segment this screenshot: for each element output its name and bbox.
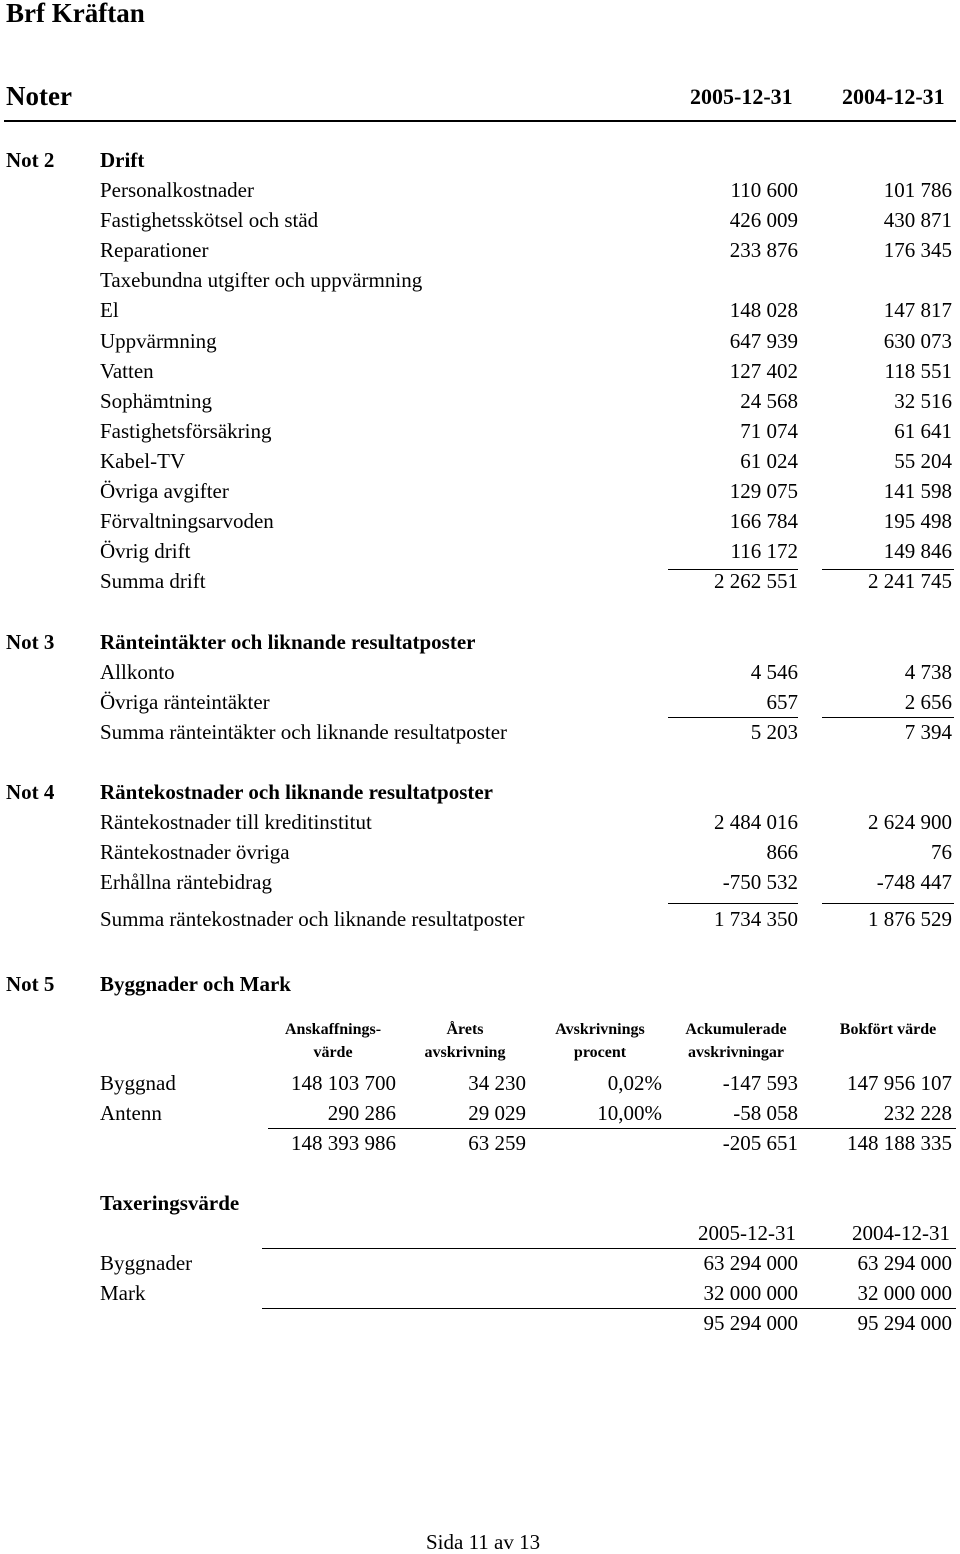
not2-row-value-2004: 32 516 bbox=[894, 388, 952, 413]
not4-row-value-2005: 866 bbox=[766, 840, 798, 864]
not2-row-value-2005: 71 074 bbox=[740, 418, 798, 443]
not2-row-value-2005: 166 784 bbox=[729, 509, 798, 534]
not4-row-value-2005: 1 734 350 bbox=[714, 907, 798, 931]
not2-sum-rule-1 bbox=[668, 569, 798, 570]
not5-row-ackumulerade: -147 593 bbox=[722, 1071, 798, 1095]
not5-col-bokfort-varde: Bokfört värde bbox=[839, 1021, 937, 1038]
not3-row-value-2004: 4 738 bbox=[904, 660, 952, 684]
not3-row-value-2004: 2 656 bbox=[904, 690, 952, 714]
not2-row-label: El bbox=[100, 298, 119, 323]
not2-row-label: Vatten bbox=[100, 358, 154, 383]
not2-row-value-2005: 148 028 bbox=[729, 298, 798, 323]
notes-heading: Noter bbox=[6, 81, 72, 111]
page-number: Sida 11 av 13 bbox=[426, 1530, 541, 1554]
not2-row-value-2005: 24 568 bbox=[740, 388, 798, 413]
not2-row-value-2005: 647 939 bbox=[729, 328, 798, 353]
not5-row-ackumulerade: -205 651 bbox=[722, 1131, 798, 1155]
not5-row-anskaffningsvarde: 148 393 986 bbox=[291, 1131, 396, 1155]
not2-row-value-2005: 61 024 bbox=[740, 448, 798, 473]
not2-heading: Drift bbox=[100, 148, 145, 172]
not2-row-value-2005: 233 876 bbox=[729, 238, 798, 263]
taxering-header-rule bbox=[262, 1248, 956, 1249]
not4-row-label: Räntekostnader till kreditinstitut bbox=[100, 810, 372, 834]
not3-sum-rule-1 bbox=[668, 717, 798, 718]
not3-label: Not 3 bbox=[6, 630, 55, 654]
not2-row-value-2005: 2 262 551 bbox=[714, 569, 798, 594]
not2-row-label: Fastighetsskötsel och städ bbox=[100, 208, 319, 233]
not5-row-arets-avskrivning: 29 029 bbox=[468, 1101, 526, 1125]
not2-label: Not 2 bbox=[6, 148, 55, 172]
not2-row-label: Uppvärmning bbox=[100, 328, 217, 353]
not5-col-anskaffningsvarde: Anskaffnings- värde bbox=[284, 1021, 382, 1061]
not2-row-value-2004: 118 551 bbox=[884, 358, 952, 383]
not2-row-label: Kabel-TV bbox=[100, 448, 186, 473]
not2-row-label: Övriga avgifter bbox=[100, 479, 229, 503]
not5-row-anskaffningsvarde: 148 103 700 bbox=[291, 1071, 396, 1095]
not4-row-value-2004: 76 bbox=[931, 840, 952, 864]
not2-row-label: Taxebundna utgifter och uppvärmning bbox=[100, 268, 423, 293]
not5-row-arets-avskrivning: 34 230 bbox=[468, 1071, 526, 1095]
not5-col-ackumulerade: Ackumulerade avskrivningar bbox=[685, 1021, 787, 1061]
not4-heading: Räntekostnader och liknande resultatposter bbox=[100, 780, 494, 804]
not4-row-value-2004: 1 876 529 bbox=[868, 907, 952, 931]
not4-row-value-2005: 2 484 016 bbox=[714, 810, 798, 834]
notes-col2-date: 2004-12-31 bbox=[842, 84, 945, 109]
not5-row-label: Byggnad bbox=[100, 1071, 176, 1095]
not5-row-procent: 0,02% bbox=[607, 1071, 662, 1095]
not2-row-value-2005: 426 009 bbox=[729, 208, 798, 233]
not2-sum-rule-2 bbox=[822, 569, 954, 570]
not2-row-value-2004: 149 846 bbox=[883, 539, 952, 564]
not3-row-value-2005: 5 203 bbox=[750, 720, 798, 744]
not5-row-label: Antenn bbox=[100, 1101, 162, 1125]
taxering-row-value-2004: 32 000 000 bbox=[857, 1281, 952, 1305]
not2-row-label: Reparationer bbox=[100, 238, 209, 263]
not5-row-procent: 10,00% bbox=[597, 1101, 662, 1125]
not4-sum-rule-2 bbox=[822, 903, 954, 904]
not2-row-value-2004: 141 598 bbox=[883, 479, 952, 503]
not2-row-value-2004: 61 641 bbox=[894, 418, 952, 443]
not2-row-value-2005: 116 172 bbox=[730, 539, 798, 564]
not4-row-label: Räntekostnader övriga bbox=[100, 840, 290, 864]
taxering-row-value-2005: 63 294 000 bbox=[703, 1251, 798, 1275]
taxering-row-value-2004: 63 294 000 bbox=[857, 1251, 952, 1275]
not3-sum-rule-2 bbox=[822, 717, 954, 718]
not2-row-value-2004: 430 871 bbox=[883, 208, 952, 233]
not2-row-value-2005: 129 075 bbox=[729, 479, 798, 503]
not5-row-bokfort-varde: 232 228 bbox=[883, 1101, 952, 1125]
taxering-row-value-2005: 95 294 000 bbox=[703, 1311, 798, 1335]
taxering-row-value-2005: 32 000 000 bbox=[703, 1281, 798, 1305]
notes-col1-date: 2005-12-31 bbox=[690, 84, 793, 109]
not2-row-label: Förvaltningsarvoden bbox=[100, 509, 274, 534]
not5-col-avskrivningsprocent: Avskrivnings procent bbox=[555, 1021, 645, 1061]
document-title: Brf Kräftan bbox=[6, 0, 145, 28]
not5-row-arets-avskrivning: 63 259 bbox=[468, 1131, 526, 1155]
not3-row-value-2005: 657 bbox=[766, 690, 798, 714]
not2-row-value-2005: 127 402 bbox=[729, 358, 798, 383]
not2-row-label: Personalkostnader bbox=[100, 178, 254, 202]
not5-row-ackumulerade: -58 058 bbox=[733, 1101, 798, 1125]
not3-row-value-2005: 4 546 bbox=[750, 660, 798, 684]
taxering-row-value-2004: 95 294 000 bbox=[857, 1311, 952, 1335]
taxering-row-label: Byggnader bbox=[100, 1251, 193, 1275]
not3-row-label: Övriga ränteintäkter bbox=[100, 690, 270, 714]
not2-row-value-2004: 630 073 bbox=[883, 328, 952, 353]
not2-row-label: Summa drift bbox=[100, 569, 206, 594]
not2-row-value-2004: 195 498 bbox=[883, 509, 952, 534]
not5-sum-rule bbox=[268, 1128, 956, 1129]
taxering-col1-date: 2005-12-31 bbox=[698, 1221, 796, 1245]
not2-row-value-2004: 2 241 745 bbox=[868, 569, 952, 594]
not3-row-value-2004: 7 394 bbox=[904, 720, 952, 744]
taxering-col2-date: 2004-12-31 bbox=[852, 1221, 950, 1245]
not4-row-label: Summa räntekostnader och liknande resultatposter bbox=[100, 907, 525, 931]
not2-row-value-2005: 110 600 bbox=[730, 178, 798, 202]
not3-row-label: Summa ränteintäkter och liknande resultatposter bbox=[100, 720, 508, 744]
not5-row-bokfort-varde: 148 188 335 bbox=[847, 1131, 952, 1155]
not3-heading: Ränteintäkter och liknande resultatposter bbox=[100, 630, 476, 654]
not5-heading: Byggnader och Mark bbox=[100, 972, 291, 996]
not4-row-value-2004: -748 447 bbox=[876, 870, 952, 894]
not2-row-value-2004: 176 345 bbox=[883, 238, 952, 263]
taxering-heading: Taxeringsvärde bbox=[100, 1191, 240, 1215]
not4-row-value-2004: 2 624 900 bbox=[868, 810, 952, 834]
not4-sum-rule-1 bbox=[668, 903, 798, 904]
not2-row-value-2004: 101 786 bbox=[883, 178, 952, 202]
not5-row-anskaffningsvarde: 290 286 bbox=[327, 1101, 396, 1125]
not3-row-label: Allkonto bbox=[100, 660, 175, 684]
header-rule bbox=[4, 120, 956, 122]
not5-col-arets-avskrivning: Årets avskrivning bbox=[424, 1021, 506, 1061]
not4-label: Not 4 bbox=[6, 780, 55, 804]
taxering-row-label: Mark bbox=[100, 1281, 146, 1305]
not2-row-label: Sophämtning bbox=[100, 388, 213, 413]
not5-label: Not 5 bbox=[6, 972, 55, 996]
not2-row-value-2004: 55 204 bbox=[894, 448, 952, 473]
not4-row-value-2005: -750 532 bbox=[722, 870, 798, 894]
not2-row-label: Fastighetsförsäkring bbox=[100, 418, 272, 443]
not5-row-bokfort-varde: 147 956 107 bbox=[847, 1071, 952, 1095]
not2-row-label: Övrig drift bbox=[100, 539, 191, 564]
taxering-sum-rule bbox=[262, 1308, 956, 1309]
not2-row-value-2004: 147 817 bbox=[883, 298, 952, 323]
not4-row-label: Erhållna räntebidrag bbox=[100, 870, 272, 894]
